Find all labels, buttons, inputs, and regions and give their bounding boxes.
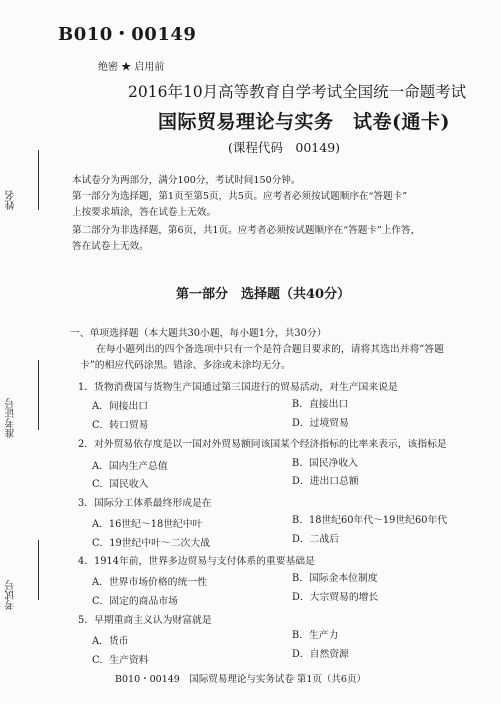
option-d: D．自然资源 [292, 649, 349, 660]
option-d: D．进出口总额 [292, 476, 359, 487]
paper-code: B010・00149 [58, 24, 197, 45]
section-instruction: 卡”的相应代码涂黑。错涂、多涂或未涂均无分。 [80, 360, 291, 371]
option-b: B．生产力 [292, 630, 339, 641]
name-line [38, 150, 39, 210]
subject-title: 国际贸易理论与实务 试卷(通卡) [158, 111, 450, 133]
note-line: 上按要求填涂，答在试卷上无效。 [72, 207, 216, 218]
ticket-number-line [38, 360, 39, 430]
option-b: B．直接出口 [292, 399, 349, 410]
option-a: A．16世纪～18世纪中叶 [92, 519, 203, 530]
note-line: 答在试卷上无效。 [72, 241, 149, 252]
option-c: C．转口贸易 [92, 420, 149, 431]
note-line: 本试卷分为两部分，满分100分，考试时间150分钟。 [72, 175, 301, 186]
question-stem: 3．国际分工体系最终形成是在 [78, 498, 212, 509]
option-a: A．货币 [92, 636, 129, 647]
part-title: 第一部分 选择题（共40分） [176, 287, 351, 302]
question-stem: 2．对外贸易依存度是以一国对外贸易额同该国某个经济指标的比率来表示，该指标是 [78, 439, 447, 450]
question-stem: 5．早期重商主义认为财富就是 [78, 615, 212, 626]
option-b: B．国民净收入 [292, 458, 358, 469]
ticket-number-label: 准考证号 [6, 398, 17, 438]
question-stem: 1．货物消费国与货物生产国通过第三国进行的贸易活动，对生产国来说是 [78, 382, 398, 393]
note-line: 第二部分为非选择题，第6页，共1页。应考者必须按试题顺序在“答题卡”上作答， [72, 225, 421, 236]
option-b: B．18世纪60年代～19世纪60年代 [292, 515, 448, 526]
option-b: B．国际金本位制度 [292, 573, 378, 584]
exam-number-line [38, 540, 39, 600]
option-c: C．固定的商品市场 [92, 596, 178, 607]
question-stem: 4．1914年前，世界多边贸易与支付体系的重要基础是 [78, 556, 315, 567]
option-c: C．19世纪中叶～二次大战 [92, 538, 210, 549]
option-d: D．过境贸易 [292, 418, 349, 429]
secret-mark: 绝密 ★ 启用前 [98, 62, 165, 73]
option-d: D．二战后 [292, 534, 340, 545]
option-a: A．间接出口 [92, 401, 149, 412]
option-c: C．国民收入 [92, 479, 149, 490]
note-line: 第一部分为选择题，第1页至第5页，共5页。应考者必须按试题顺序在“答题卡” [72, 191, 408, 202]
section-instruction: 在每小题列出的四个备选项中只有一个是符合题目要求的，请将其选出并将“答题 [96, 344, 444, 355]
section-heading: 一、单项选择题（本大题共30小题，每小题1分，共30分） [70, 328, 327, 339]
name-label: 姓名 [6, 190, 17, 210]
page-footer: B010・00149 国际贸易理论与实务试卷 第1页（共6页） [115, 674, 366, 685]
option-d: D．大宗贸易的增长 [292, 592, 379, 603]
exam-number-label: 考试号 [6, 580, 17, 610]
exam-title: 2016年10月高等教育自学考试全国统一命题考试 [128, 83, 467, 101]
option-a: A．国内生产总值 [92, 461, 168, 472]
option-a: A．世界市场价格的统一性 [92, 577, 207, 588]
course-code: (课程代码 00149) [228, 140, 341, 155]
option-c: C．生产资料 [92, 655, 149, 666]
